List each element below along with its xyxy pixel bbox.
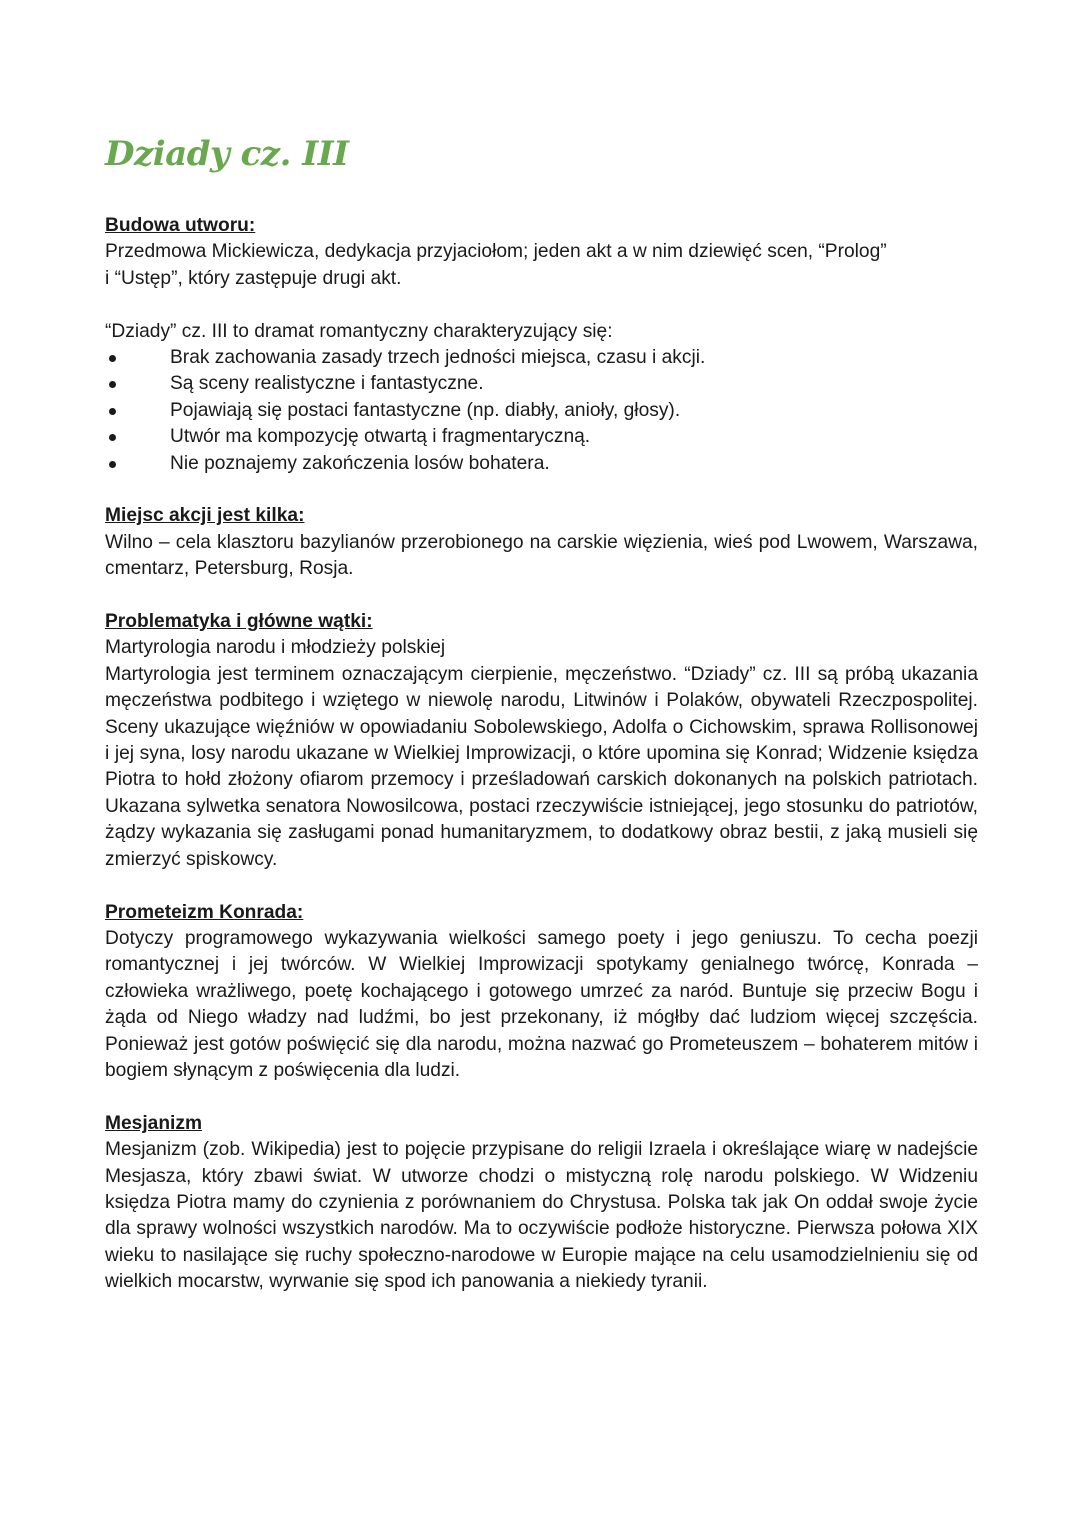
- problematyka-subheading: Martyrologia narodu i młodzieży polskiej: [105, 637, 446, 659]
- list-item: [105, 398, 978, 424]
- bullet-icon: [109, 408, 116, 415]
- budowa-line-1: Przedmowa Mickiewicza, dedykacja przyjaciołom; jeden akt a w nim dziewięć scen, “Prolog”: [105, 241, 887, 263]
- miejsca-body: Wilno – cela klasztoru bazylianów przerobionego na carskie więzienia, wieś pod Lwowem, Warszawa, cmentarz, Petersburg, Rosja.: [105, 531, 978, 580]
- list-item-text: Utwór ma kompozycję otwartą i fragmentaryczną.: [170, 426, 591, 448]
- list-item-text: Brak zachowania zasady trzech jedności miejsca, czasu i akcji.: [170, 347, 706, 369]
- document-title: Dziady cz. III: [105, 134, 349, 174]
- budowa-line-2: i “Ustęp”, który zastępuje drugi akt.: [105, 267, 402, 289]
- list-item: [105, 451, 978, 477]
- characteristics-list: [105, 345, 978, 477]
- bullet-icon: [109, 381, 116, 388]
- list-item-text: Pojawiają się postaci fantastyczne (np. diabły, anioły, głosy).: [170, 399, 681, 421]
- section-problematyka: [105, 609, 978, 873]
- dramat-intro: “Dziady” cz. III to dramat romantyczny charakteryzujący się:: [105, 320, 613, 342]
- list-item: [105, 345, 978, 371]
- problematyka-body: Martyrologia jest terminem oznaczającym cierpienie, męczeństwo. “Dziady” cz. III są próbą ukazania męczeństwa podbitego i wziętego w niewolę narodu, Litwinów i Polaków, obywateli Rzeczpospolitej. Sceny ukazujące więźniów w opowiadaniu Sobolewskiego, Adolfa o Cichowskim, sprawa Rollisonowej i jej syna, losy narodu ukazane w Wielkiej Improwizacji, o które upomina się Konrad; Widzenie księdza Piotra to hołd złożony ofiarom przemocy i prześladowań carskich dokonanych na polskich patriotach. Ukazana sylwetka senatora Nowosilcowa, postaci rzeczywiście istniejącej, jego stosunku do patriotów, żądzy wykazania się zasługami ponad humanitaryzmem, to dodatkowy obraz bestii, z jaką musieli się zmierzyć spiskowcy.: [105, 663, 978, 870]
- list-item: [105, 371, 978, 397]
- bullet-icon: [109, 355, 116, 362]
- bullet-icon: [109, 434, 116, 441]
- section-budowa: [105, 213, 978, 292]
- document-page: [105, 132, 978, 1322]
- section-dramat: [105, 319, 978, 477]
- section-heading-miejsca: Miejsc akcji jest kilka:: [105, 505, 305, 527]
- section-heading-mesjanizm: Mesjanizm: [105, 1112, 203, 1134]
- list-item-text: Są sceny realistyczne i fantastyczne.: [170, 373, 484, 395]
- section-heading-prometeizm: Prometeizm Konrada:: [105, 901, 304, 923]
- bullet-icon: [109, 461, 116, 468]
- prometeizm-body: Dotyczy programowego wykazywania wielkości samego poety i jego geniuszu. To cecha poezji romantycznej i jej twórców. W Wielkiej Improwizacji spotykamy genialnego twórcę, Konrada – człowieka wrażliwego, poetę kochającego i gotowego umrzeć za naród. Buntuje się przeciw Bogu i żąda od Niego władzy nad ludźmi, bo jest przekonany, iż mógłby dać ludziom więcej szczęścia. Ponieważ jest gotów poświęcić się dla narodu, można nazwać go Prometeuszem – bohaterem mitów i bogiem słynącym z poświęcenia dla ludzi.: [105, 927, 978, 1081]
- section-miejsca: [105, 503, 978, 582]
- section-mesjanizm: [105, 1111, 978, 1296]
- mesjanizm-body: Mesjanizm (zob. Wikipedia) jest to pojęcie przypisane do religii Izraela i określające wiarę w nadejście Mesjasza, który zbawi świat. W utworze chodzi o mistyczną rolę narodu polskiego. W Widzeniu księdza Piotra mamy do czynienia z porównaniem do Chrystusa. Polska tak jak On oddał swoje życie dla sprawy wolności wszystkich narodów. Ma to oczywiście podłoże historyczne. Pierwsza połowa XIX wieku to nasilające się ruchy społeczno-narodowe w Europie mające na celu usamodzielnieniu się od wielkich mocarstw, wyrwanie się spod ich panowania a niekiedy tyranii.: [105, 1139, 978, 1293]
- list-item-text: Nie poznajemy zakończenia losów bohatera.: [170, 452, 550, 474]
- section-heading-problematyka: Problematyka i główne wątki:: [105, 611, 373, 633]
- section-prometeizm: [105, 900, 978, 1085]
- section-heading-budowa: Budowa utworu:: [105, 215, 256, 236]
- list-item: [105, 424, 978, 450]
